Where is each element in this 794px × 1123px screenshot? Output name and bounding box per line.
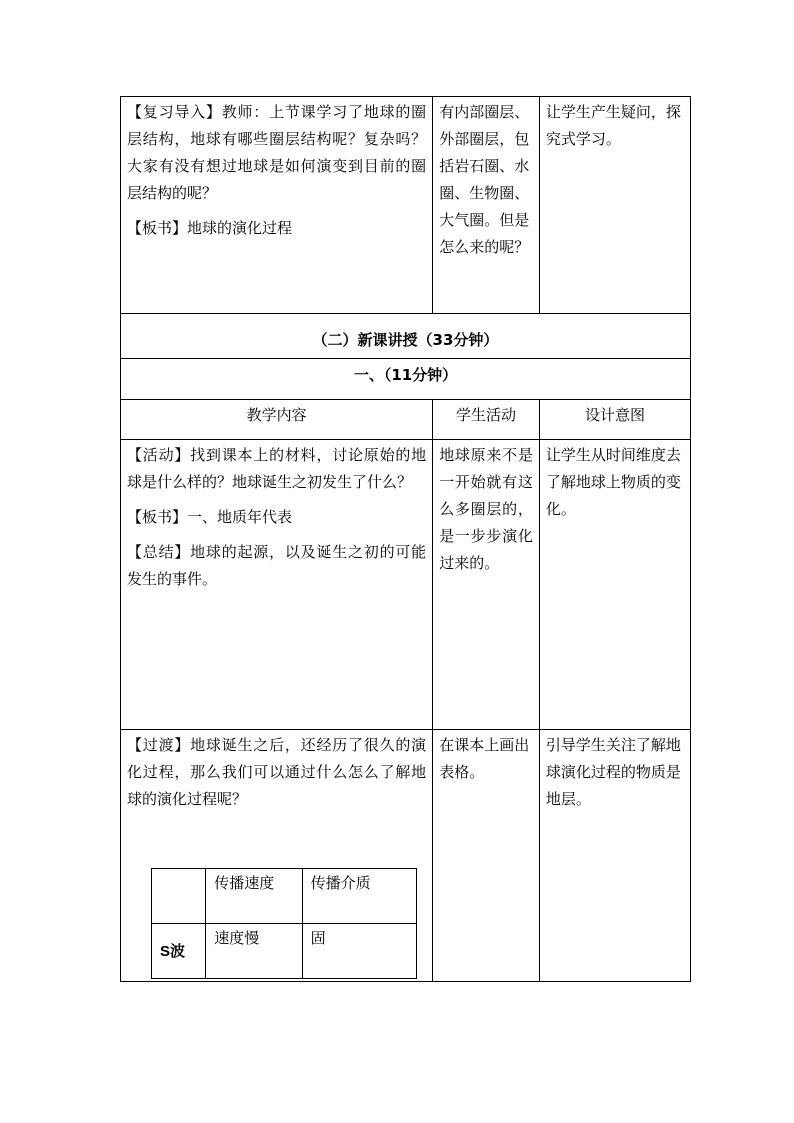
- lesson-plan-page: [120, 96, 691, 982]
- transition-intent-text: 引导学生关注了解地球演化过程的物质是地层。: [545, 736, 681, 808]
- wave-table-header-medium: 传播介质: [302, 869, 416, 924]
- review-board-text: 【板书】地球的演化过程: [127, 219, 293, 237]
- transition-text: 【过渡】地球诞生之后，还经历了很久的演化过程，那么我们可以通过什么怎么了解地球的演化过程呢？: [127, 736, 427, 808]
- review-student-cell: [433, 97, 540, 314]
- section-title: （二）新课讲授（33分钟）: [312, 331, 499, 349]
- review-intent-cell: [539, 97, 690, 314]
- lesson-plan-table: [120, 96, 691, 982]
- activity-text: 【活动】找到课本上的材料，讨论原始的地球是什么样的？地球诞生之初发生了什么？: [127, 446, 427, 491]
- wave-table-label-s: S波: [152, 924, 206, 979]
- transition-student-text: 在课本上画出表格。: [439, 736, 530, 781]
- activity-student-cell: [433, 440, 540, 730]
- activity-row: [121, 440, 691, 730]
- activity-board-text: 【板书】一、地质年代表: [127, 508, 293, 526]
- review-row: [121, 97, 691, 314]
- subsection-title-cell: [121, 359, 691, 400]
- subsection-title: 一、（11分钟）: [353, 366, 458, 384]
- activity-intent-text: 让学生从时间维度去了解地球上物质的变化。: [545, 446, 681, 518]
- wave-table-medium-s: 固: [302, 924, 416, 979]
- transition-row: [121, 730, 691, 982]
- transition-intent-cell: [539, 730, 690, 982]
- review-intent-text: 让学生产生疑问，探究式学习。: [545, 103, 681, 148]
- activity-summary-text: 【总结】地球的起源，以及诞生之初的可能发生的事件。: [127, 543, 427, 588]
- review-content-cell: [121, 97, 433, 314]
- activity-student-text: 地球原来不是一开始就有这么多圈层的，是一步步演化过来的。: [439, 446, 533, 572]
- transition-content-cell: [121, 730, 433, 982]
- wave-table-header-speed: 传播速度: [206, 869, 302, 924]
- review-student-text: 有内部圈层、外部圈层，包括岩石圈、水圈、生物圈、大气圈。但是怎么来的呢？: [439, 103, 530, 256]
- wave-table-corner: [152, 869, 206, 924]
- column-header-student: 学生活动: [433, 400, 540, 440]
- activity-intent-cell: [539, 440, 690, 730]
- column-header-content: 教学内容: [121, 400, 433, 440]
- column-header-intent: 设计意图: [539, 400, 690, 440]
- transition-student-cell: [433, 730, 540, 982]
- activity-content-cell: [121, 440, 433, 730]
- section-title-cell: [121, 314, 691, 359]
- wave-table: [151, 868, 417, 979]
- wave-table-speed-s: 速度慢: [206, 924, 302, 979]
- review-intro-text: 【复习导入】教师：上节课学习了地球的圈层结构，地球有哪些圈层结构呢？复杂吗？大家有没有想过地球是如何演变到目前的圈层结构的呢？: [127, 103, 427, 202]
